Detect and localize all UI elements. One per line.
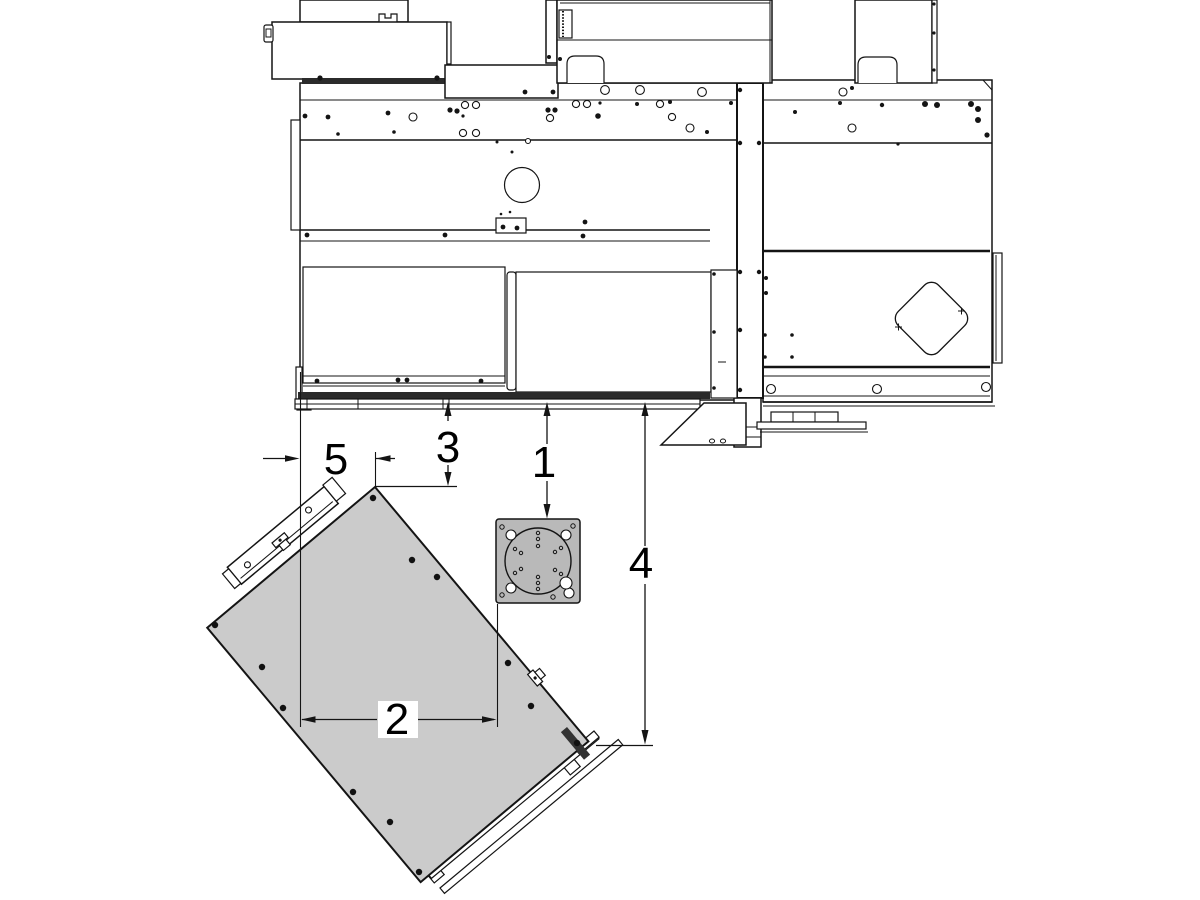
dimension-3	[376, 402, 461, 487]
dimension-arrow	[544, 504, 551, 519]
front-panel-left	[303, 267, 505, 383]
plate-corner-hole	[506, 583, 516, 593]
side-tab	[291, 120, 300, 230]
panel-edge-strip	[711, 270, 737, 398]
dimension-arrow	[376, 455, 391, 462]
front-panel-middle	[516, 272, 711, 392]
mounting-bar	[757, 412, 868, 432]
plate-corner-hole	[561, 530, 571, 540]
dimension-label-4: 4	[628, 539, 654, 588]
top-right-cover-box	[855, 0, 937, 83]
electrical-enclosure	[546, 0, 772, 83]
cable-gland	[567, 56, 604, 83]
top-left-cover-box	[264, 0, 558, 98]
dimension-arrow	[642, 730, 649, 745]
dimension-label-5: 5	[323, 435, 349, 484]
cable-connector	[264, 25, 273, 42]
dimension-arrow	[445, 472, 452, 486]
small-bracket	[496, 218, 526, 233]
dimension-label-1: 1	[531, 438, 557, 487]
side-tab	[993, 253, 1002, 363]
panel-edge-strip	[507, 272, 516, 390]
support-column	[734, 83, 763, 447]
panel-windows	[303, 267, 737, 398]
dimension-label-3: 3	[435, 423, 461, 472]
machine-assembly	[264, 0, 1002, 447]
plate-notch	[560, 577, 572, 589]
dimension-label-2: 2	[384, 695, 410, 744]
mounting-plate	[496, 519, 580, 603]
cable-gland	[858, 57, 897, 83]
dimension-4	[596, 402, 653, 746]
raised-deck	[445, 65, 558, 98]
plate-corner-hole	[506, 530, 516, 540]
pin-connector	[559, 10, 572, 38]
dimension-arrow	[285, 455, 300, 462]
connector-strip	[546, 0, 557, 63]
dimension-1	[532, 402, 556, 519]
